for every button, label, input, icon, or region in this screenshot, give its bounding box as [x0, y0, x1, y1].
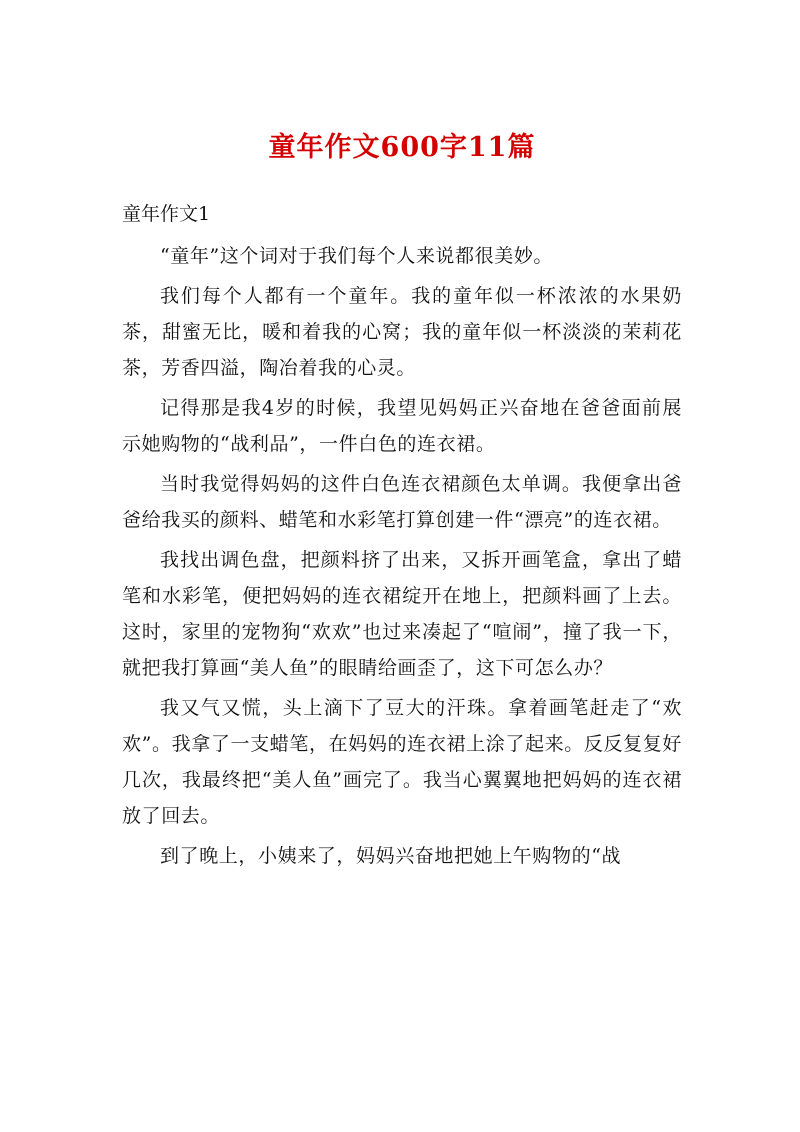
paragraph-7: 到了晚上，小姨来了，妈妈兴奋地把她上午购物的“战 [160, 845, 622, 867]
paragraph-1: “童年”这个词对于我们每个人来说都很美妙。 [160, 245, 554, 267]
paragraph-2: 我们每个人都有一个童年。我的童年似一杯浓浓的水果奶茶，甜蜜无比，暖和着我的心窝；我的童年似一杯淡淡的茉莉花茶，芳香四溢，陶冶着我的心灵。 [122, 285, 682, 379]
paragraph-5: 我找出调色盘，把颜料挤了出来，又拆开画笔盒，拿出了蜡笔和水彩笔，便把妈妈的连衣裙绽开在地上，把颜料画了上去。这时，家里的宠物狗“欢欢”也过来凑起了“喧闹”，撞了我一下，就把我打算画“美人鱼”的眼睛给画歪了，这下可怎么办？ [122, 549, 682, 679]
document-title: 童年作文600字11篇 [268, 132, 536, 163]
section-heading: 童年作文1 [122, 203, 211, 225]
paragraph-3: 记得那是我4岁的时候，我望见妈妈正兴奋地在爸爸面前展示她购物的“战利品”，一件白色的连衣裙。 [122, 397, 682, 455]
paragraph-4: 当时我觉得妈妈的这件白色连衣裙颜色太单调。我便拿出爸爸给我买的颜料、蜡笔和水彩笔打算创建一件“漂亮”的连衣裙。 [122, 473, 682, 531]
paragraph-6: 我又气又慌，头上滴下了豆大的汗珠。拿着画笔赶走了“欢欢”。我拿了一支蜡笔，在妈妈的连衣裙上涂了起来。反反复复好几次，我最终把“美人鱼”画完了。我当心翼翼地把妈妈的连衣裙放了回去。 [122, 697, 682, 827]
